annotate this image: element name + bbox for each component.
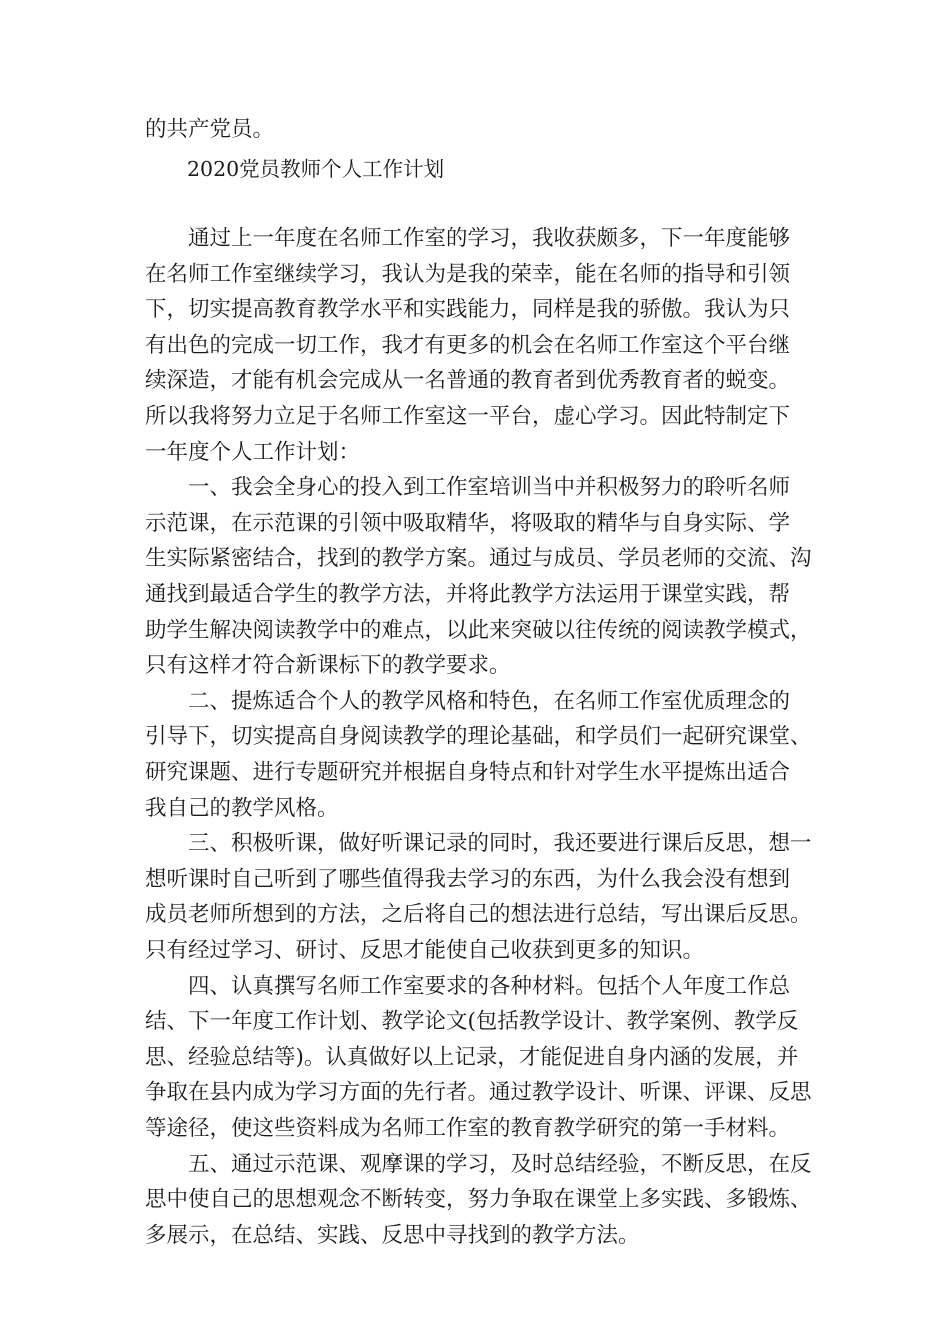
body-line: 研究课题、进行专题研究并根据自身特点和针对学生水平提炼出适合 bbox=[145, 760, 791, 785]
body-line: 通过上一年度在名师工作室的学习，我收获颇多，下一年度能够 bbox=[145, 226, 791, 251]
body-line: 我自己的教学风格。 bbox=[145, 796, 339, 821]
body-line: 想听课时自己听到了哪些值得我去学习的东西，为什么我会没有想到 bbox=[145, 867, 791, 892]
body-line: 争取在县内成为学习方面的先行者。通过教学设计、听课、评课、反思 bbox=[145, 1080, 812, 1105]
body-line: 下，切实提高教育教学水平和实践能力，同样是我的骄傲。我认为只 bbox=[145, 297, 791, 322]
body-line: 引导下，切实提高自身阅读教学的理论基础，和学员们一起研究课堂、 bbox=[145, 724, 812, 749]
body-line: 只有这样才符合新课标下的教学要求。 bbox=[145, 653, 511, 678]
body-line: 在名师工作室继续学习，我认为是我的荣幸，能在名师的指导和引领 bbox=[145, 262, 791, 287]
body-line: 成员老师所想到的方法，之后将自己的想法进行总结，写出课后反思。 bbox=[145, 902, 812, 927]
body-line: 一年度个人工作计划： bbox=[145, 440, 361, 465]
body-line: 四、认真撰写名师工作室要求的各种材料。包括个人年度工作总 bbox=[145, 974, 791, 999]
body-line: 二、提炼适合个人的教学风格和特色，在名师工作室优质理念的 bbox=[145, 689, 791, 714]
body-line: 结、下一年度工作计划、教学论文(包括教学设计、教学案例、教学反 bbox=[145, 1009, 799, 1034]
body-line: 示范课，在示范课的引领中吸取精华，将吸取的精华与自身实际、学 bbox=[145, 511, 791, 536]
body-line: 所以我将努力立足于名师工作室这一平台，虚心学习。因此特制定下 bbox=[145, 404, 791, 429]
body-line: 多展示，在总结、实践、反思中寻找到的教学方法。 bbox=[145, 1223, 640, 1248]
body-line: 一、我会全身心的投入到工作室培训当中并积极努力的聆听名师 bbox=[145, 475, 791, 500]
body-line: 等途径，使这些资料成为名师工作室的教育教学研究的第一手材料。 bbox=[145, 1116, 791, 1141]
body-line: 思、经验总结等)。认真做好以上记录，才能促进自身内涵的发展，并 bbox=[145, 1045, 799, 1070]
body-line: 五、通过示范课、观摩课的学习，及时总结经验，不断反思，在反 bbox=[145, 1152, 812, 1177]
body-line: 思中使自己的思想观念不断转变，努力争取在课堂上多实践、多锻炼、 bbox=[145, 1187, 812, 1212]
body-line: 有出色的完成一切工作，我才有更多的机会在名师工作室这个平台继 bbox=[145, 333, 791, 358]
carryover-line: 的共产党员。 bbox=[145, 117, 275, 142]
document-title: 2020党员教师个人工作计划 bbox=[187, 157, 445, 181]
body-line: 只有经过学习、研讨、反思才能使自己收获到更多的知识。 bbox=[145, 938, 705, 963]
body-line: 续深造，才能有机会完成从一名普通的教育者到优秀教育者的蜕变。 bbox=[145, 368, 791, 393]
body-line: 三、积极听课，做好听课记录的同时，我还要进行课后反思，想一 bbox=[145, 831, 812, 856]
body-line: 通找到最适合学生的教学方法，并将此教学方法运用于课堂实践，帮 bbox=[145, 582, 791, 607]
body-line: 生实际紧密结合，找到的教学方案。通过与成员、学员老师的交流、沟 bbox=[145, 546, 812, 571]
body-line: 助学生解决阅读教学中的难点，以此来突破以往传统的阅读教学模式， bbox=[145, 618, 812, 643]
